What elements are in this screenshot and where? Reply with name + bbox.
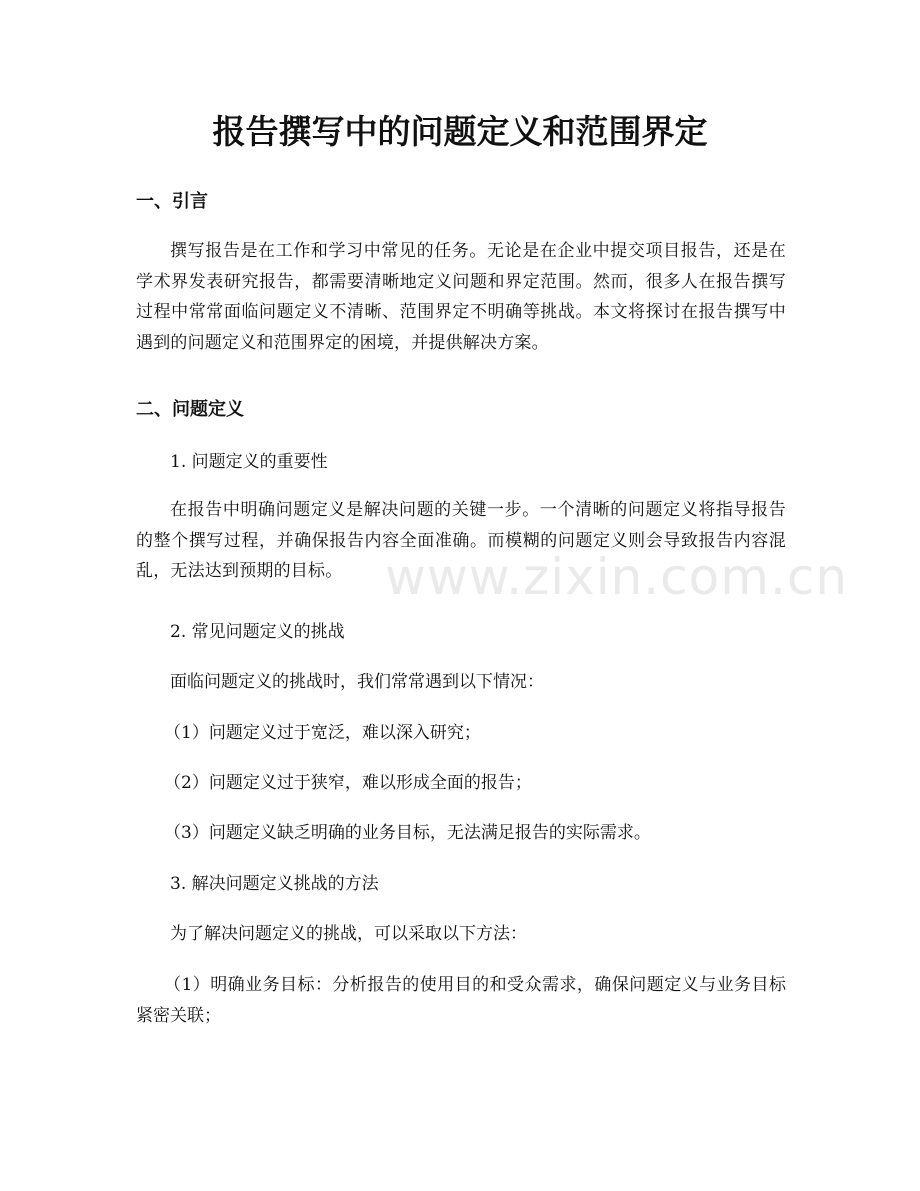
method-item-1: （1）明确业务目标：分析报告的使用目的和受众需求，确保问题定义与业务目标紧密关联； — [136, 975, 786, 1026]
challenges-intro: 面临问题定义的挑战时，我们常常遇到以下情况： — [170, 672, 544, 692]
watermark: www.zixin.com.cn — [385, 548, 849, 606]
subsection-title-methods: 3. 解决问题定义挑战的方法 — [170, 874, 379, 894]
challenge-item-2: （2）问题定义过于狭窄，难以形成全面的报告； — [164, 773, 532, 793]
challenge-item-1: （1）问题定义过于宽泛，难以深入研究； — [164, 723, 481, 743]
section-heading-problem: 二、问题定义 — [136, 399, 244, 420]
subsection-title-challenges: 2. 常见问题定义的挑战 — [170, 622, 345, 642]
challenge-item-3: （3）问题定义缺乏明确的业务目标，无法满足报告的实际需求。 — [164, 823, 651, 843]
subsection-title-importance: 1. 问题定义的重要性 — [170, 452, 328, 472]
intro-paragraph: 撰写报告是在工作和学习中常见的任务。无论是在企业中提交项目报告，还是在学术界发表研究报告，都需要清晰地定义问题和界定范围。然而，很多人在报告撰写过程中常常面临问题定义不清晰、范围界定不明确等挑战。本文将探讨在报告撰写中遇到的问题定义和范围界定的困境，并提供解决方案。 — [136, 241, 786, 353]
document-title: 报告撰写中的问题定义和范围界定 — [212, 112, 708, 151]
importance-paragraph: 在报告中明确问题定义是解决问题的关键一步。一个清晰的问题定义将指导报告的整个撰写过程，并确保报告内容全面准确。而模糊的问题定义则会导致报告内容混乱，无法达到预期的目标。 — [136, 500, 786, 581]
section-heading-intro: 一、引言 — [136, 191, 208, 212]
methods-intro: 为了解决问题定义的挑战，可以采取以下方法： — [170, 924, 527, 944]
